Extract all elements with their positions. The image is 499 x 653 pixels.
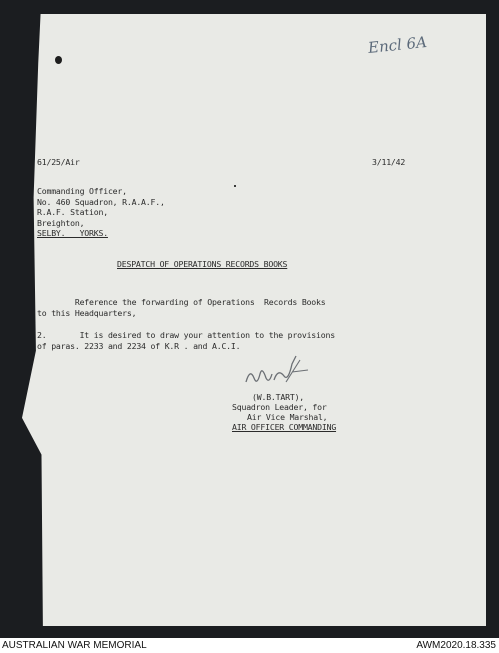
letter-date: 3/11/42 <box>372 157 406 167</box>
signatory-rank: Squadron Leader, for <box>232 402 327 412</box>
address-line: No. 460 Squadron, R.A.A.F., <box>37 197 165 207</box>
handwritten-signature <box>242 352 312 392</box>
document-page <box>22 14 486 626</box>
signatory-for: Air Vice Marshal, <box>247 412 328 422</box>
footer-accession-number: AWM2020.18.335 <box>416 640 496 651</box>
signatory-title: AIR OFFICER COMMANDING <box>232 422 337 432</box>
address-line: Commanding Officer, <box>37 186 127 196</box>
subject-heading: DESPATCH OF OPERATIONS RECORDS BOOKS <box>117 259 288 269</box>
paragraph-1-line: Reference the forwarding of Operations Records Books <box>37 297 326 307</box>
punch-hole <box>55 56 62 64</box>
paper-speck <box>234 185 236 187</box>
address-town: SELBY. YORKS. <box>37 228 108 238</box>
paragraph-2-line: of paras. 2233 and 2234 of K.R . and A.C.I. <box>37 341 241 351</box>
footer-institution: AUSTRALIAN WAR MEMORIAL <box>2 640 147 651</box>
paragraph-2-line: 2. It is desired to draw your attention to the provisions <box>37 330 335 340</box>
address-line: Breighton, <box>37 218 85 228</box>
signatory-name: (W.B.TART), <box>252 392 305 402</box>
address-line: R.A.F. Station, <box>37 207 108 217</box>
paragraph-1-line: to this Headquarters, <box>37 308 137 318</box>
handwritten-enclosure-note: Encl 6A <box>367 32 428 58</box>
reference-number: 61/25/Air <box>37 157 80 167</box>
